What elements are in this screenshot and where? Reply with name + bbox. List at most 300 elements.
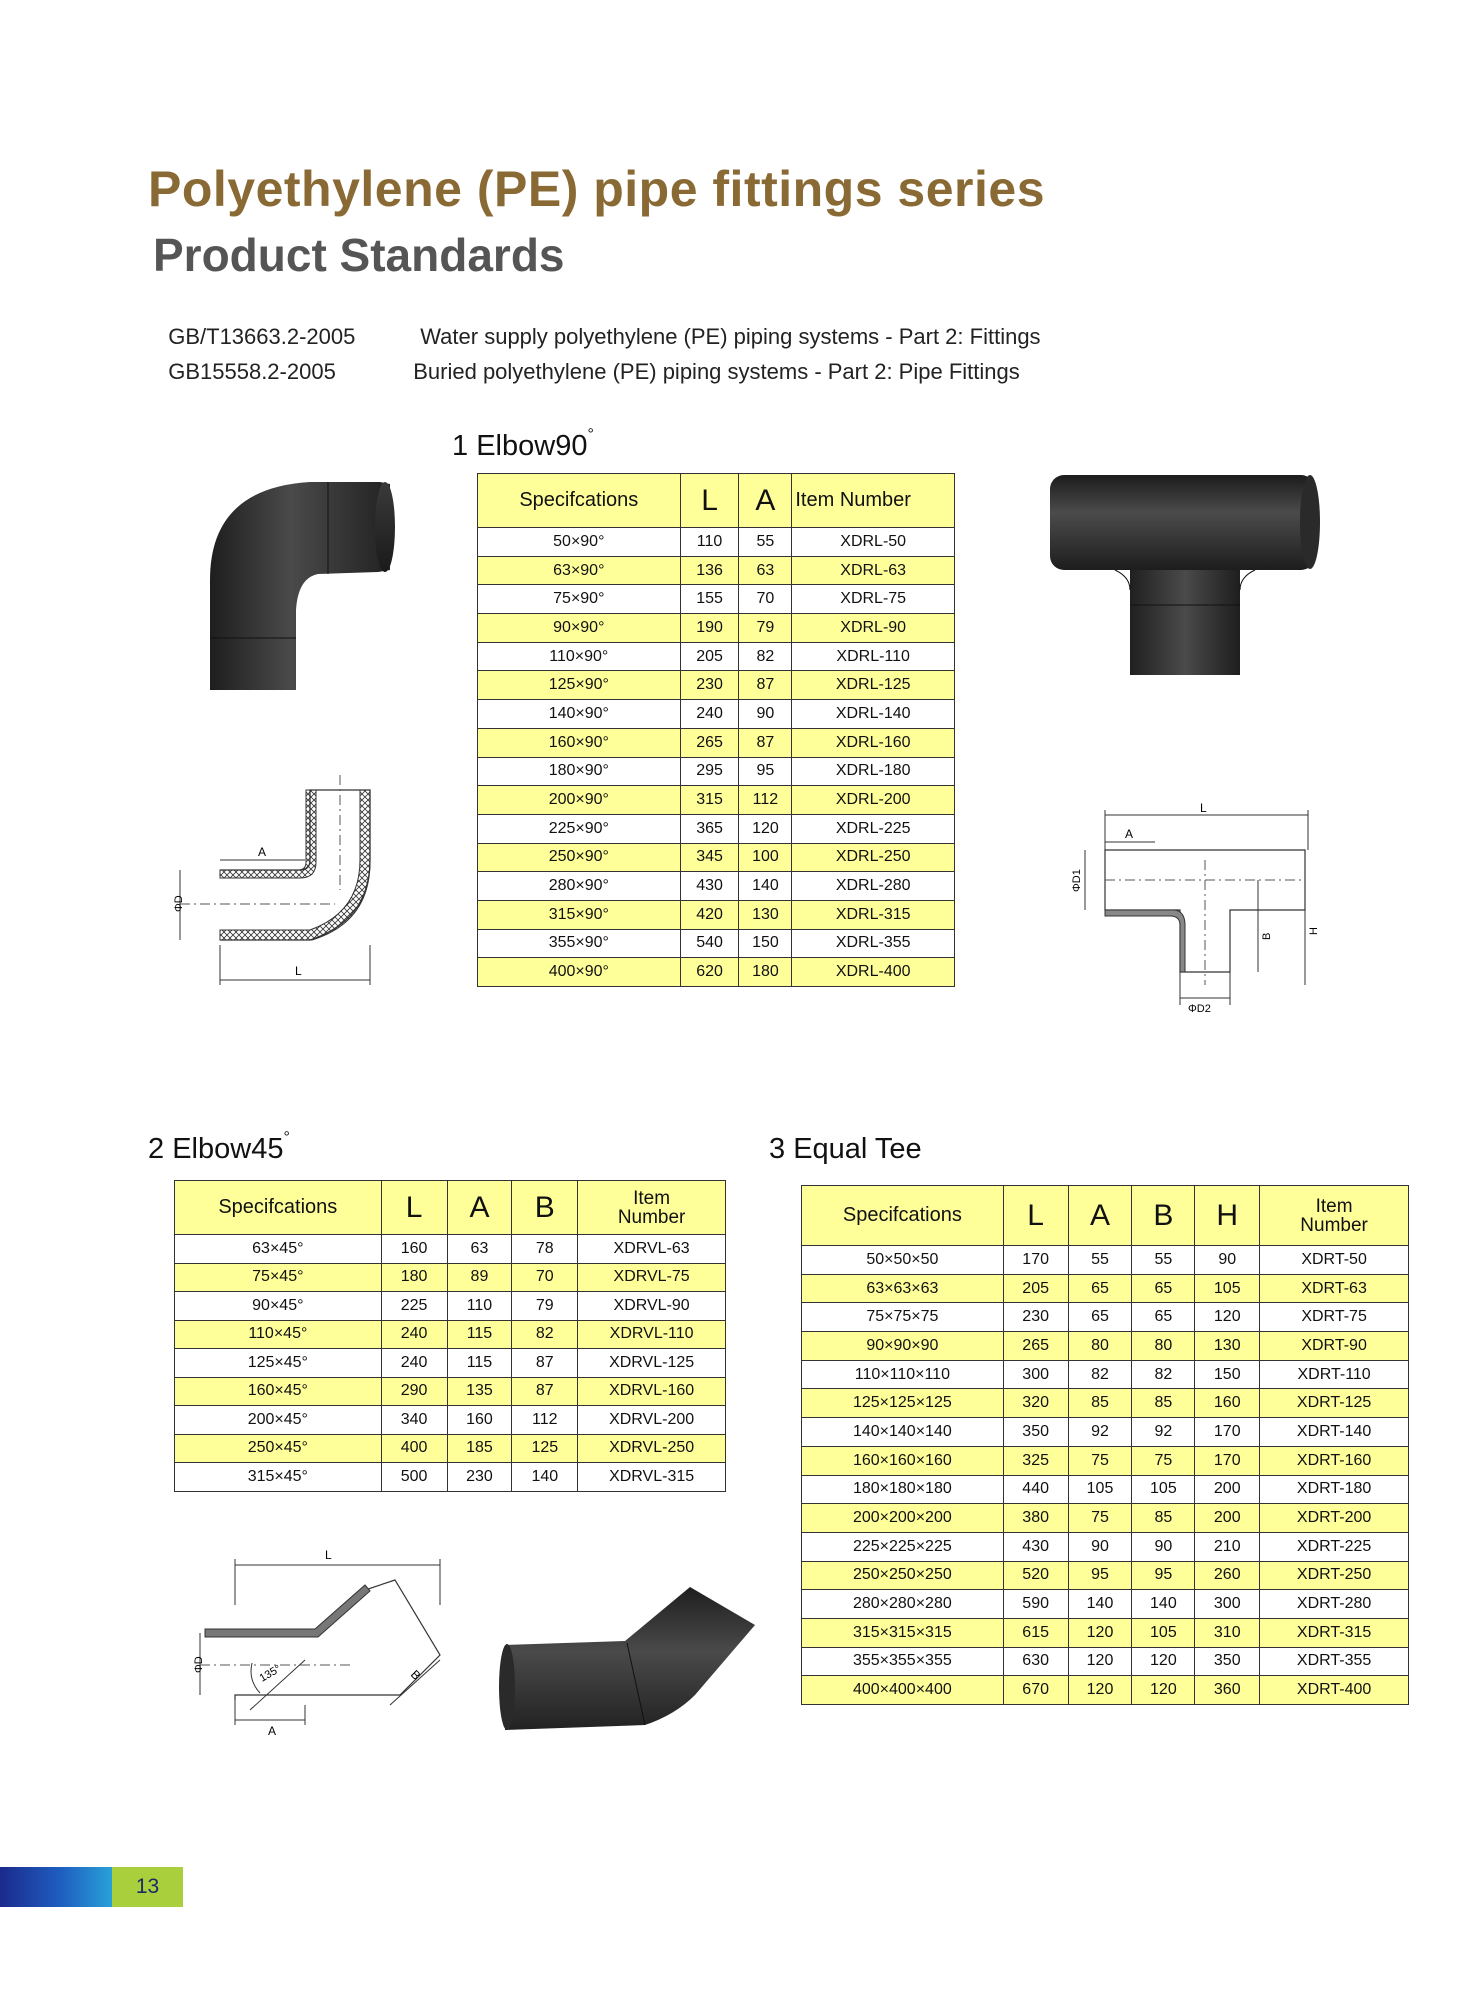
table-cell: XDRT-160	[1260, 1446, 1409, 1475]
table-row	[175, 1377, 726, 1406]
table-cell: 205	[1003, 1274, 1068, 1303]
col-header: H	[1195, 1186, 1260, 1246]
standard-desc: Buried polyethylene (PE) piping systems - Part 2: Pipe Fittings	[413, 359, 1020, 384]
table-cell: 105	[1132, 1475, 1195, 1504]
table-cell: 670	[1003, 1676, 1068, 1705]
table-row	[802, 1647, 1409, 1676]
dim-label-d1: ΦD1	[1071, 869, 1083, 892]
table-cell: 90	[1068, 1532, 1132, 1561]
table-row	[478, 958, 955, 987]
col-header: A	[739, 474, 792, 528]
table-row	[175, 1349, 726, 1378]
table-cell: 105	[1132, 1618, 1195, 1647]
table-cell: 160×90°	[478, 728, 681, 757]
col-header: B	[1132, 1186, 1195, 1246]
dim-label-b: B	[1261, 932, 1273, 940]
table-cell: 65	[1068, 1274, 1132, 1303]
col-header	[578, 1181, 726, 1235]
table-cell: 50×90°	[478, 528, 681, 557]
table-cell: XDRL-140	[792, 700, 955, 729]
table-row	[478, 872, 955, 901]
table-cell: 130	[1195, 1332, 1260, 1361]
table-row	[802, 1532, 1409, 1561]
table-cell: 136	[680, 556, 739, 585]
table-cell: 82	[739, 642, 792, 671]
table-cell: 440	[1003, 1475, 1068, 1504]
table-cell: XDRL-280	[792, 872, 955, 901]
table-cell: 230	[680, 671, 739, 700]
table-cell: 82	[1132, 1360, 1195, 1389]
table-row	[175, 1406, 726, 1435]
table-cell: 400×400×400	[802, 1676, 1004, 1705]
page-number: 13	[112, 1867, 183, 1907]
table-cell: 200×45°	[175, 1406, 382, 1435]
table-row	[478, 528, 955, 557]
table-cell: 240	[381, 1349, 447, 1378]
table-cell: 225×225×225	[802, 1532, 1004, 1561]
table-cell: 110	[680, 528, 739, 557]
table-cell: 120	[1132, 1676, 1195, 1705]
dim-label-l: L	[295, 964, 302, 978]
table-cell: 75	[1132, 1446, 1195, 1475]
table-cell: XDRL-315	[792, 900, 955, 929]
table-cell: 80	[1068, 1332, 1132, 1361]
table-cell: 125	[512, 1434, 578, 1463]
table-cell: XDRL-75	[792, 585, 955, 614]
table-cell: XDRL-160	[792, 728, 955, 757]
table-cell: 210	[1195, 1532, 1260, 1561]
table-cell: 420	[680, 900, 739, 929]
elbow90-table	[477, 473, 955, 987]
section-number: 1	[452, 430, 469, 462]
table-cell: 75×45°	[175, 1263, 382, 1292]
table-cell: XDRT-140	[1260, 1418, 1409, 1447]
table-row	[478, 642, 955, 671]
elbow45-drawing	[190, 1545, 460, 1755]
table-cell: XDRT-110	[1260, 1360, 1409, 1389]
table-cell: 125×90°	[478, 671, 681, 700]
tee-photo	[1040, 465, 1325, 680]
table-cell: 75×90°	[478, 585, 681, 614]
table-row	[478, 814, 955, 843]
table-cell: XDRL-400	[792, 958, 955, 987]
table-cell: 63×45°	[175, 1235, 382, 1264]
table-cell: XDRT-125	[1260, 1389, 1409, 1418]
table-cell: 90×90×90	[802, 1332, 1004, 1361]
table-cell: XDRVL-75	[578, 1263, 726, 1292]
table-cell: 430	[680, 872, 739, 901]
tee-drawing	[1060, 800, 1330, 1020]
table-cell: 87	[739, 671, 792, 700]
table-cell: 82	[1068, 1360, 1132, 1389]
table-row	[802, 1590, 1409, 1619]
standard-line-2	[156, 333, 1020, 385]
table-cell: 355×355×355	[802, 1647, 1004, 1676]
table-cell: 100	[739, 843, 792, 872]
table-cell: XDRT-225	[1260, 1532, 1409, 1561]
table-cell: 55	[739, 528, 792, 557]
table-cell: 300	[1195, 1590, 1260, 1619]
table-cell: 90	[1132, 1532, 1195, 1561]
table-cell: 630	[1003, 1647, 1068, 1676]
table-row	[478, 614, 955, 643]
table-cell: 500	[381, 1463, 447, 1492]
table-cell: 89	[447, 1263, 512, 1292]
table-cell: XDRL-250	[792, 843, 955, 872]
table-cell: 295	[680, 757, 739, 786]
table-cell: 140×140×140	[802, 1418, 1004, 1447]
table-cell: 120	[1068, 1618, 1132, 1647]
table-cell: 140	[1068, 1590, 1132, 1619]
table-cell: XDRT-90	[1260, 1332, 1409, 1361]
table-cell: 85	[1068, 1389, 1132, 1418]
table-row	[802, 1446, 1409, 1475]
table-cell: 105	[1195, 1274, 1260, 1303]
table-cell: 120	[1132, 1647, 1195, 1676]
table-cell: 265	[680, 728, 739, 757]
table-row	[802, 1332, 1409, 1361]
table-cell: 225	[381, 1292, 447, 1321]
table-cell: 345	[680, 843, 739, 872]
table-cell: 50×50×50	[802, 1246, 1004, 1275]
table-cell: 65	[1132, 1303, 1195, 1332]
table-row	[802, 1475, 1409, 1504]
degree-mark: °	[283, 1129, 290, 1146]
table-cell: 125×125×125	[802, 1389, 1004, 1418]
table-cell: XDRT-200	[1260, 1504, 1409, 1533]
table-cell: 140	[512, 1463, 578, 1492]
table-row	[802, 1618, 1409, 1647]
section-title-elbow90	[452, 426, 594, 463]
table-cell: XDRL-225	[792, 814, 955, 843]
dim-label-l: L	[325, 1548, 332, 1562]
table-cell: 75	[1068, 1504, 1132, 1533]
table-cell: 315×45°	[175, 1463, 382, 1492]
table-cell: 105	[1068, 1475, 1132, 1504]
table-cell: 590	[1003, 1590, 1068, 1619]
table-cell: 240	[680, 700, 739, 729]
table-cell: XDRL-200	[792, 786, 955, 815]
table-row	[478, 728, 955, 757]
table-cell: 82	[512, 1320, 578, 1349]
table-cell: 400	[381, 1434, 447, 1463]
table-row	[478, 843, 955, 872]
table-cell: 315×90°	[478, 900, 681, 929]
table-cell: 380	[1003, 1504, 1068, 1533]
table-cell: XDRL-110	[792, 642, 955, 671]
table-cell: 92	[1132, 1418, 1195, 1447]
dim-label-a: A	[258, 845, 267, 859]
page-bar-gradient	[0, 1867, 112, 1907]
table-cell: 250×90°	[478, 843, 681, 872]
table-cell: 540	[680, 929, 739, 958]
table-row	[175, 1292, 726, 1321]
table-cell: 315	[680, 786, 739, 815]
table-cell: 120	[739, 814, 792, 843]
table-cell: 125×45°	[175, 1349, 382, 1378]
table-row	[478, 671, 955, 700]
table-row	[802, 1360, 1409, 1389]
page-number-bar	[0, 1867, 183, 1907]
col-header	[1260, 1186, 1409, 1246]
table-cell: 160×160×160	[802, 1446, 1004, 1475]
table-cell: 78	[512, 1235, 578, 1264]
table-cell: 265	[1003, 1332, 1068, 1361]
table-cell: 160	[381, 1235, 447, 1264]
standard-desc: Water supply polyethylene (PE) piping systems - Part 2: Fittings	[420, 324, 1041, 349]
table-cell: 85	[1132, 1389, 1195, 1418]
standard-code: GB15558.2-2005	[168, 359, 336, 384]
angle-label: 135°	[257, 1662, 284, 1685]
table-cell: 300	[1003, 1360, 1068, 1389]
tee-table	[801, 1185, 1409, 1705]
table-cell: 520	[1003, 1561, 1068, 1590]
table-cell: XDRVL-315	[578, 1463, 726, 1492]
table-cell: 160×45°	[175, 1377, 382, 1406]
table-cell: 225×90°	[478, 814, 681, 843]
table-cell: XDRVL-90	[578, 1292, 726, 1321]
table-cell: 130	[739, 900, 792, 929]
table-cell: 150	[739, 929, 792, 958]
table-row	[478, 585, 955, 614]
table-cell: 185	[447, 1434, 512, 1463]
table-row	[478, 556, 955, 585]
table-cell: 87	[512, 1377, 578, 1406]
table-cell: XDRT-250	[1260, 1561, 1409, 1590]
table-cell: 63×63×63	[802, 1274, 1004, 1303]
table-cell: 615	[1003, 1618, 1068, 1647]
col-header: A	[447, 1181, 512, 1235]
item-number-header: Item Number	[1300, 1195, 1368, 1236]
section-name: Equal Tee	[793, 1133, 922, 1165]
table-cell: 140	[1132, 1590, 1195, 1619]
elbow-socket	[375, 482, 395, 572]
table-cell: 92	[1068, 1418, 1132, 1447]
table-cell: XDRVL-110	[578, 1320, 726, 1349]
col-header: B	[512, 1181, 578, 1235]
table-cell: 110×110×110	[802, 1360, 1004, 1389]
table-cell: XDRT-355	[1260, 1647, 1409, 1676]
table-cell: 70	[512, 1263, 578, 1292]
elbow90-drawing	[170, 770, 420, 1000]
col-header: A	[1068, 1186, 1132, 1246]
table-cell: 250×45°	[175, 1434, 382, 1463]
table-cell: 180×90°	[478, 757, 681, 786]
table-cell: 120	[1195, 1303, 1260, 1332]
dim-label-h: H	[1308, 927, 1320, 935]
section-title-tee	[769, 1133, 922, 1166]
table-cell: 230	[447, 1463, 512, 1492]
table-cell: 360	[1195, 1676, 1260, 1705]
table-cell: 240	[381, 1320, 447, 1349]
table-cell: XDRT-400	[1260, 1676, 1409, 1705]
section-name: Elbow45	[172, 1133, 284, 1165]
col-header: L	[680, 474, 739, 528]
table-cell: 95	[1068, 1561, 1132, 1590]
table-cell: XDRL-90	[792, 614, 955, 643]
table-cell: 65	[1132, 1274, 1195, 1303]
table-row	[802, 1274, 1409, 1303]
section-number: 2	[148, 1133, 165, 1165]
table-cell: 200	[1195, 1475, 1260, 1504]
table-cell: 365	[680, 814, 739, 843]
degree-mark: °	[587, 426, 594, 443]
table-cell: 320	[1003, 1389, 1068, 1418]
table-cell: 340	[381, 1406, 447, 1435]
table-cell: 90	[739, 700, 792, 729]
table-cell: 190	[680, 614, 739, 643]
table-cell: 90×90°	[478, 614, 681, 643]
table-cell: 400×90°	[478, 958, 681, 987]
dim-label-d: ΦD	[173, 895, 185, 912]
table-row	[802, 1676, 1409, 1705]
table-cell: XDRVL-125	[578, 1349, 726, 1378]
table-row	[175, 1263, 726, 1292]
section-name: Elbow90	[476, 430, 588, 462]
table-cell: 140×90°	[478, 700, 681, 729]
table-cell: 180	[739, 958, 792, 987]
table-cell: 290	[381, 1377, 447, 1406]
table-cell: XDRL-63	[792, 556, 955, 585]
table-cell: 112	[739, 786, 792, 815]
table-row	[175, 1320, 726, 1349]
table-cell: 95	[739, 757, 792, 786]
table-cell: 87	[512, 1349, 578, 1378]
table-cell: 110×90°	[478, 642, 681, 671]
dim-label-b: B	[407, 1667, 424, 1683]
table-cell: 355×90°	[478, 929, 681, 958]
table-cell: 315×315×315	[802, 1618, 1004, 1647]
table-row	[802, 1389, 1409, 1418]
table-row	[478, 757, 955, 786]
page-title: Polyethylene (PE) pipe fittings series	[148, 161, 1046, 217]
table-cell: 75×75×75	[802, 1303, 1004, 1332]
table-cell: 260	[1195, 1561, 1260, 1590]
table-row	[478, 786, 955, 815]
table-cell: 55	[1068, 1246, 1132, 1275]
table-cell: 170	[1195, 1418, 1260, 1447]
table-cell: 79	[739, 614, 792, 643]
table-cell: 63×90°	[478, 556, 681, 585]
item-number-header: Item Number	[617, 1187, 686, 1228]
dim-label-a: A	[1125, 827, 1134, 841]
table-cell: XDRT-315	[1260, 1618, 1409, 1647]
table-cell: 63	[447, 1235, 512, 1264]
table-cell: 80	[1132, 1332, 1195, 1361]
table-row	[802, 1504, 1409, 1533]
elbow45-photo	[495, 1585, 765, 1755]
table-cell: 110×45°	[175, 1320, 382, 1349]
table-cell: XDRL-355	[792, 929, 955, 958]
section-title-elbow45	[148, 1129, 290, 1166]
table-cell: 135	[447, 1377, 512, 1406]
table-row	[175, 1235, 726, 1264]
table-cell: 150	[1195, 1360, 1260, 1389]
table-cell: 310	[1195, 1618, 1260, 1647]
table-row	[478, 929, 955, 958]
table-cell: 180	[381, 1263, 447, 1292]
table-cell: XDRT-75	[1260, 1303, 1409, 1332]
col-header: Specifcations	[802, 1186, 1004, 1246]
table-cell: 350	[1003, 1418, 1068, 1447]
table-row	[175, 1434, 726, 1463]
table-cell: 120	[1068, 1647, 1132, 1676]
table-cell: XDRL-125	[792, 671, 955, 700]
table-cell: 65	[1068, 1303, 1132, 1332]
table-cell: 170	[1003, 1246, 1068, 1275]
table-cell: XDRVL-63	[578, 1235, 726, 1264]
table-cell: 160	[1195, 1389, 1260, 1418]
table-cell: 110	[447, 1292, 512, 1321]
table-cell: XDRT-50	[1260, 1246, 1409, 1275]
table-cell: 350	[1195, 1647, 1260, 1676]
dim-label-l: L	[1200, 801, 1207, 815]
col-header: Specifcations	[478, 474, 681, 528]
table-cell: 160	[447, 1406, 512, 1435]
tee-branch	[1130, 570, 1240, 675]
col-header: Item Number	[792, 474, 955, 528]
page-subtitle: Product Standards	[153, 229, 565, 281]
table-cell: 79	[512, 1292, 578, 1321]
table-cell: 115	[447, 1349, 512, 1378]
table-cell: 200×90°	[478, 786, 681, 815]
table-cell: 155	[680, 585, 739, 614]
standard-code: GB/T13663.2-2005	[168, 324, 356, 349]
table-cell: 115	[447, 1320, 512, 1349]
table-cell: XDRL-180	[792, 757, 955, 786]
table-cell: 140	[739, 872, 792, 901]
table-cell: 325	[1003, 1446, 1068, 1475]
tee-socket	[1300, 475, 1320, 569]
table-row	[478, 700, 955, 729]
table-cell: 87	[739, 728, 792, 757]
tee-run	[1050, 475, 1315, 570]
table-cell: 280×90°	[478, 872, 681, 901]
table-cell: 280×280×280	[802, 1590, 1004, 1619]
table-cell: 55	[1132, 1246, 1195, 1275]
table-row	[802, 1246, 1409, 1275]
table-cell: 170	[1195, 1446, 1260, 1475]
dim-label-d2: ΦD2	[1188, 1003, 1211, 1015]
table-cell: XDRL-50	[792, 528, 955, 557]
table-cell: XDRT-63	[1260, 1274, 1409, 1303]
table-cell: 180×180×180	[802, 1475, 1004, 1504]
table-cell: 120	[1068, 1676, 1132, 1705]
table-cell: 70	[739, 585, 792, 614]
table-cell: 200×200×200	[802, 1504, 1004, 1533]
dim-label-d: ΦD	[193, 1656, 205, 1673]
table-cell: 75	[1068, 1446, 1132, 1475]
col-header: L	[381, 1181, 447, 1235]
table-cell: XDRT-180	[1260, 1475, 1409, 1504]
table-cell: 63	[739, 556, 792, 585]
col-header: L	[1003, 1186, 1068, 1246]
elbow45-table	[174, 1180, 726, 1492]
table-cell: 200	[1195, 1504, 1260, 1533]
table-row	[802, 1418, 1409, 1447]
table-cell: 250×250×250	[802, 1561, 1004, 1590]
dim-label-a: A	[268, 1724, 277, 1738]
section-number: 3	[769, 1133, 786, 1165]
table-cell: 430	[1003, 1532, 1068, 1561]
table-row	[802, 1561, 1409, 1590]
table-cell: 230	[1003, 1303, 1068, 1332]
table-row	[478, 900, 955, 929]
table-row	[802, 1303, 1409, 1332]
table-cell: XDRT-280	[1260, 1590, 1409, 1619]
table-row	[175, 1463, 726, 1492]
table-cell: 620	[680, 958, 739, 987]
